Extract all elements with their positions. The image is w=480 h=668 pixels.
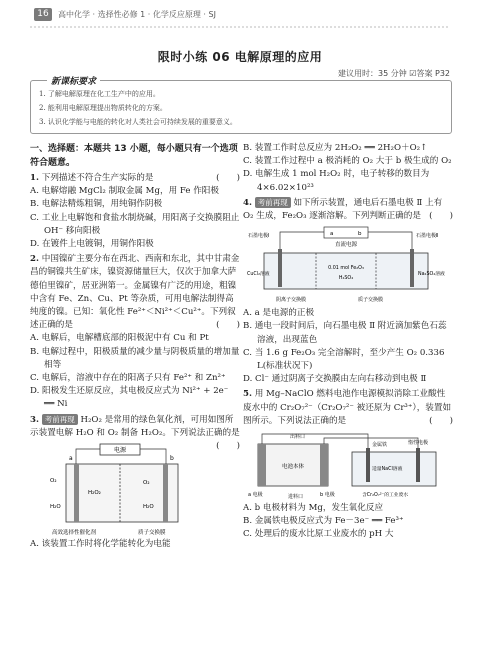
option-d: D. 电解生成 1 mol H₂O₂ 时，电子转移的数目为 4×6.02×10²³: [243, 169, 430, 193]
waste-label: 含Cr₂O₇²⁻的工业废水: [362, 493, 409, 499]
graphite-1: 石墨电极Ⅰ: [247, 233, 269, 240]
answer-blank: ( ): [216, 320, 240, 331]
inlet: 进料口: [288, 494, 304, 501]
question-number: 5.: [243, 389, 252, 400]
option-c: C. 处理后的废水比原工业废水的 pH 大: [243, 529, 394, 540]
cucl2-label: CuCl₂溶液: [246, 272, 270, 278]
answer-blank: ( ): [216, 441, 240, 452]
option-c: C. 电解后，溶液中存在的阳离子只有 Fe²⁺ 和 Zn²⁺: [30, 373, 226, 384]
requirement-item: 1. 了解电解原理在化工生产中的应用。: [39, 90, 160, 98]
nacl-label: 适量NaCl溶液: [372, 467, 403, 473]
page-header: [0, 0, 480, 40]
h2o-right: H₂O: [143, 504, 154, 511]
electrode-b-label: b 电极: [320, 492, 335, 499]
membrane-proton: 质子交换膜: [357, 297, 383, 304]
header-rule: [30, 26, 450, 28]
question-4: [243, 197, 453, 387]
option-a: A. b 电极材料为 Mg，发生氧化反应: [243, 503, 384, 514]
question-number: 4.: [243, 197, 252, 208]
option-b: B. 金属铁电极反应式为 Fe－3e⁻ ══ Fe³⁺: [243, 516, 404, 527]
question-3: [30, 414, 240, 552]
power-label: 直流电源: [334, 242, 357, 249]
power-label: 电源: [114, 447, 127, 455]
membrane-label-2: 质子交换膜: [138, 530, 166, 537]
option-b: B. 装置工作时总反应为 2H₂O₂ ══ 2H₂O＋O₂↑: [243, 143, 428, 153]
option-d: D. 阳极发生还原反应，其电极反应式为 Ni²⁺ + 2e⁻ ══ Ni: [30, 386, 229, 410]
option-b: B. 电解法精炼粗铜，用纯铜作阴极: [30, 199, 163, 210]
question-number: 3.: [30, 414, 39, 425]
right-column: [243, 142, 453, 542]
graphite-2: 石墨电极Ⅱ: [415, 233, 438, 240]
page-number: 16: [34, 8, 52, 21]
o2-out: O₂: [143, 480, 150, 487]
label-b: b: [170, 455, 174, 463]
o2-in: O₂: [50, 478, 57, 485]
question-number: 2.: [30, 254, 39, 265]
option-c: C. 装置工作过程中 a 极消耗的 O₂ 大于 b 极生成的 O₂: [243, 156, 452, 167]
option-b: B. 电解过程中，阳极质量的减少量与阴极质量的增加量相等: [30, 346, 240, 370]
answer-blank: ( ): [429, 415, 453, 426]
terminal-a: a: [329, 231, 333, 238]
page-title: 限时小练 06 电解原理的应用: [157, 50, 323, 64]
option-d: D. 在镀件上电镀铜，用铜作阳极: [30, 239, 154, 250]
option-a: A. 该装置工作时将化学能转化为电能: [30, 539, 171, 550]
option-b: B. 通电一段时间后，向石墨电极 Ⅱ 附近滴加紫色石蕊溶液，出现蓝色: [243, 321, 447, 345]
exam-badge: 考前再现: [42, 414, 78, 425]
membrane-label-1: 高效选择性催化剂: [52, 530, 97, 537]
option-c: C. 工业上电解饱和食盐水制烧碱，用阳离子交换膜阻止 OH⁻ 移向阳极: [30, 212, 240, 236]
option-a: A. 电解后，电解槽底部的阳极泥中有 Cu 和 Pt: [30, 333, 209, 344]
requirement-item: 2. 能利用电解原理提出物质转化的方案。: [39, 104, 167, 112]
inert-label: 惰性电极: [408, 440, 429, 447]
electrode-a: [74, 464, 79, 522]
outlet: 出料口: [290, 434, 306, 441]
option-c: C. 当 1.6 g Fe₂O₃ 完全溶解时，至少产生 O₂ 0.336 L(标准状况下): [243, 347, 445, 372]
section-heading: 一、选择题：本题共 13 小题，每小题只有一个选项符合题意。: [30, 144, 238, 168]
fuel-cell-figure: [248, 430, 448, 502]
question-stem: H₂O₂ 是常用的绿色氧化剂，可用如图所示装置电解 H₂O 和 O₂ 制备 H₂O₂。下列说法正确的是: [30, 414, 240, 438]
requirements-box: [30, 77, 452, 134]
answer-blank: ( ): [216, 173, 240, 183]
fe2o3-label: 0.01 mol Fe₂O₃: [327, 266, 364, 272]
na2so4-label: Na₂SO₄溶液: [417, 272, 445, 278]
option-a: A. a 是电源的正极: [243, 308, 315, 319]
answer-blank: ( ): [429, 211, 453, 222]
question-stem: 用 Mg–NaClO 燃料电池作电源模拟消除工业酸性废水中的 Cr₂O₇²⁻（Cr₂O₇²⁻ 被还原为 Cr³⁺），装置如图所示。下列说法正确的是: [243, 389, 452, 426]
requirements-title: 新课标要求: [47, 74, 100, 87]
electrolysis-cell-figure: [246, 225, 451, 307]
running-title: 高中化学 · 选择性必修 1 · 化学反应原理 · SJ: [58, 10, 216, 19]
electrode-b: [163, 464, 168, 522]
electrolysis-h2o2-figure: [48, 442, 198, 538]
question-number: 1.: [30, 173, 39, 183]
question-stem: 如下所示装置，通电后石墨电极 Ⅱ 上有 O₂ 生成，Fe₂O₃ 逐渐溶解。下列判断正确的是: [243, 197, 443, 222]
requirement-item: 3. 认识化学能与电能的转化对人类社会可持续发展的重要意义。: [39, 118, 237, 126]
terminal-b: b: [357, 231, 361, 238]
time-answer-meta: 建议用时：35 分钟 ☑答案 P32: [338, 69, 450, 78]
h2o-in: H₂O: [50, 504, 61, 511]
label-a: a: [69, 455, 73, 463]
h2o2-out: H₂O₂: [88, 490, 101, 497]
question-1: [30, 172, 240, 251]
question-stem: 中国镍矿主要分布在西北、西南和东北，其中甘肃金昌的铜镍共生矿床，镍资源储量巨大，仅次于加拿大萨德伯里镍矿，居亚洲第一。金属镍有广泛的用途，粗镍中含有 Fe、Zn、Cu、Pt 等杂质，可用电解法制得高纯度的镍。已知：氧化性 Fe²⁺＜Ni²⁺＜Cu²⁺。下列叙述正确的是: [30, 254, 240, 331]
option-d: D. Cl⁻ 通过阴离子交换膜由左向右移动到电极 Ⅱ: [243, 374, 427, 385]
question-2: [30, 253, 240, 411]
iron-label: 金属铁: [372, 442, 388, 449]
cell-body: 电池本体: [281, 464, 305, 471]
option-a: A. 电解熔融 MgCl₂ 制取金属 Mg，用 Fe 作阳极: [30, 186, 219, 197]
question-5: [243, 388, 453, 541]
left-column: [30, 142, 240, 551]
question-stem: 下列描述不符合生产实际的是: [41, 173, 154, 183]
electrode-a-label: a 电极: [248, 492, 263, 499]
h2so4-label: H₂SO₄: [338, 276, 353, 282]
membrane-anion: 阴离子交换膜: [275, 297, 306, 304]
exam-badge: 考前再现: [255, 197, 291, 208]
